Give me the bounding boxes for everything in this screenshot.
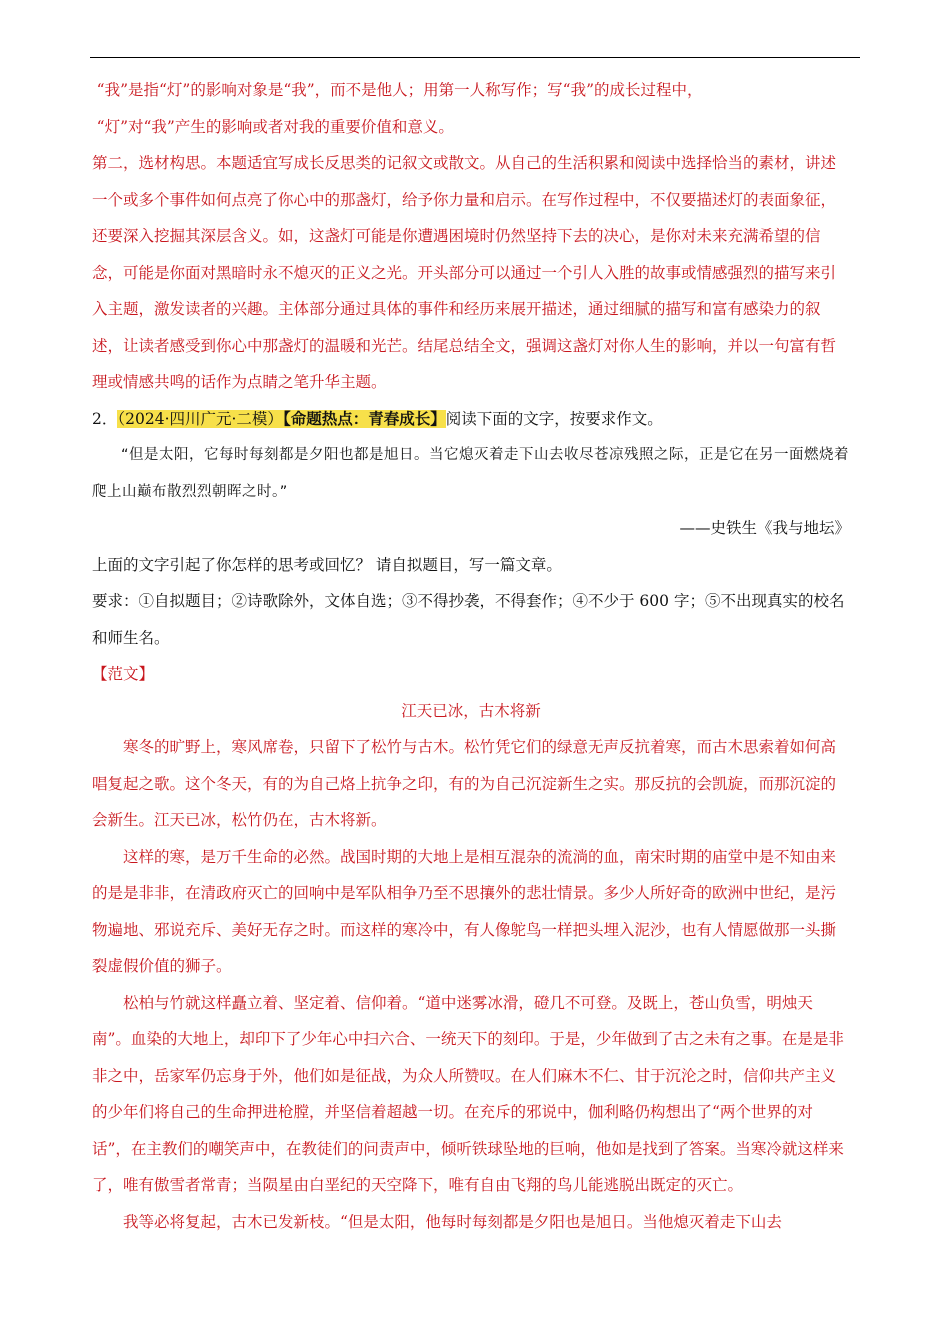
essay-paragraph: 我等必将复起，古木已发新枝。“但是太阳，他每时每刻都是夕阳也是旭日。当他熄灭着走下山去	[123, 1212, 782, 1231]
question-source-highlight	[117, 410, 445, 428]
question-quote: “但是太阳，它每时每刻都是夕阳也都是旭日。当它熄灭着走下山去收尽苍凉残照之际，正是它在另一面燃烧着爬上山巅布散烈烈朝晖之时。”	[92, 447, 850, 500]
header-rule	[90, 57, 860, 58]
document-body	[92, 72, 850, 1240]
question-prompt: 上面的文字引起了你怎样的思考或回忆？ 请自拟题目，写一篇文章。	[92, 555, 562, 574]
essay-paragraph: 这样的寒，是万千生命的必然。战国时期的大地上是相互混杂的流淌的血，南宋时期的庙堂中是不知由来的是是非非，在清政府灭亡的回响中是军队相争乃至不思攘外的悲壮情景。多少人所好奇的欧洲中世纪，是污物遍地、邪说充斥、美好无存之时。而这样的寒冷中，有人像鸵鸟一样把头埋入泥沙，也有人情愿做那一头撕裂虚假价值的狮子。	[92, 847, 837, 975]
intro-paragraph-2: 第二，选材构思。本题适宜写成长反思类的记叙文或散文。从自己的生活积累和阅读中选择恰当的素材，讲述一个或多个事件如何点亮了你心中的那盏灯，给予你力量和启示。在写作过程中，不仅要描述灯的表面象征，还要深入挖掘其深层含义。如，这盏灯可能是你遭遇困境时仍然坚持下去的决心，是你对未来充满希望的信念，可能是你面对黑暗时永不熄灭的正义之光。开头部分可以通过一个引人入胜的故事或情感强烈的描写来引入主题，激发读者的兴趣。主体部分通过具体的事件和经历来展开描述，通过细腻的描写和富有感染力的叙述，让读者感受到你心中那盏灯的温暖和光芒。结尾总结全文，强调这盏灯对你人生的影响，并以一句富有哲理或情感共鸣的话作为点睛之笔升华主题。	[92, 154, 837, 391]
question-number: 2．	[92, 409, 118, 428]
intro-line-2: “灯”对“我”产生的影响或者对我的重要价值和意义。	[96, 117, 454, 136]
essay-paragraph: 寒冬的旷野上，寒风席卷，只留下了松竹与古木。松竹凭它们的绿意无声反抗着寒，而古木思索着如何高唱复起之歌。这个冬天，有的为自己烙上抗争之印，有的为自己沉淀新生之实。那反抗的会凯旋，而那沉淀的会新生。江天已冰，松竹仍在，古木将新。	[92, 738, 837, 829]
quote-attribution: ——史铁生《我与地坛》	[679, 519, 850, 537]
essay-paragraph: 松柏与竹就这样矗立着、坚定着、信仰着。“道中迷雾冰滑，磴几不可登。及既上，苍山负雪，明烛天南”。血染的大地上，却印下了少年心中扫六合、一统天下的刻印。于是，少年做到了古之未有之事。在是是非非之中，岳家军仍忘身于外，他们如是征战，为众人所赞叹。在人们麻木不仁、甘于沉沦之时，信仰共产主义的少年们将自己的生命押进枪膛，并坚信着超越一切。在充斥的邪说中，伽利略仍构想出了“两个世界的对话”，在主教们的嘲笑声中，在教徒们的问责声中，倾听铁球坠地的巨响，他如是找到了答案。当寒冷就这样来了，唯有傲雪者常青；当陨星由白垩纪的天空降下，唯有自由飞翔的鸟儿能逃脱出既定的灭亡。	[92, 993, 844, 1194]
question-instruction: 阅读下面的文字，按要求作文。	[445, 409, 663, 428]
question-hotspot: 【命题热点：青春成长】	[282, 408, 446, 428]
question-requirements: 要求：①自拟题目；②诗歌除外，文体自选；③不得抄袭，不得套作；④不少于 600 字；⑤不出现真实的校名和师生名。	[92, 592, 845, 647]
question-header	[92, 401, 850, 438]
essay-title: 江天已冰，古木将新	[401, 701, 541, 720]
intro-line-1: “我”是指“灯”的影响对象是“我”，而不是他人；用第一人称写作；写“我”的成长过程中，	[96, 81, 703, 99]
essay-label: 【范文】	[92, 665, 155, 683]
question-source: （2024·四川广元·二模）	[117, 409, 283, 428]
